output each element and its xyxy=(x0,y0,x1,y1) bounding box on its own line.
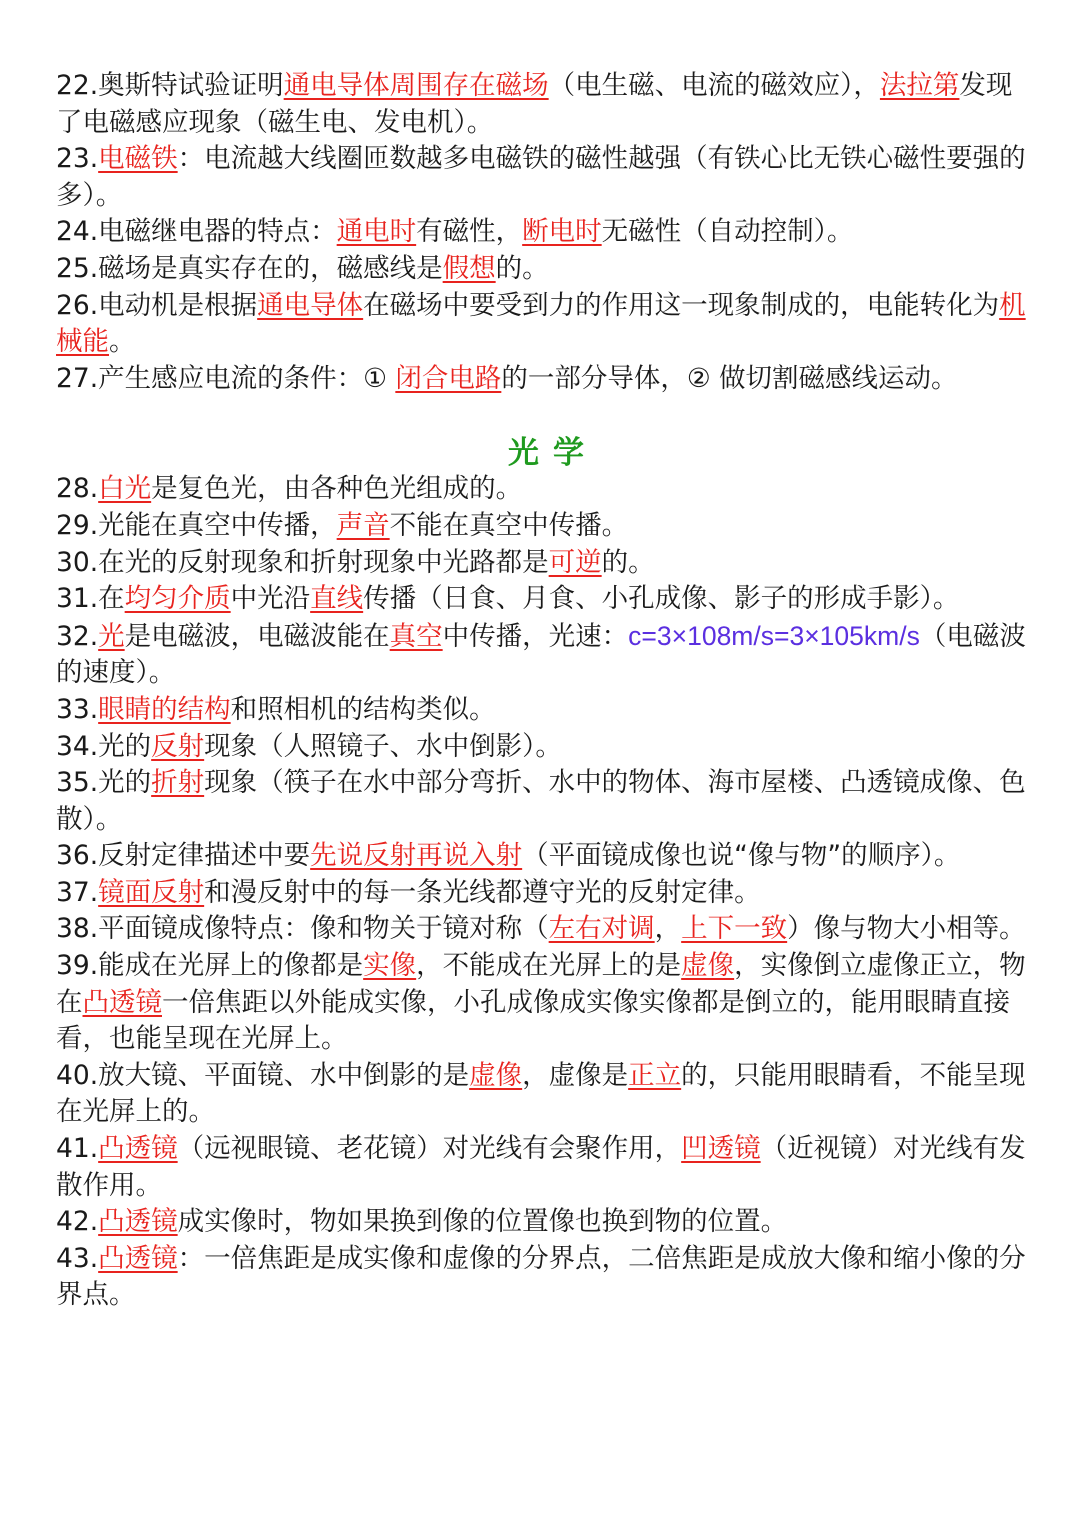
item-text: 41. xyxy=(56,1133,99,1165)
list-item xyxy=(56,1058,1036,1131)
list-item xyxy=(56,1241,1036,1314)
key-term: 假想 xyxy=(442,252,496,284)
key-term: 虚像 xyxy=(681,950,735,982)
list-item xyxy=(56,765,1036,838)
list-item xyxy=(56,1204,1036,1241)
key-term: 凸透镜 xyxy=(82,986,162,1018)
item-text: 传播（日食、月食、小孔成像、影子的形成手影）。 xyxy=(363,583,960,615)
item-text: 是复色光，由各种色光组成的。 xyxy=(151,473,523,505)
item-text: 的一部分导体，② 做切割磁感线运动。 xyxy=(501,362,958,394)
item-text: 现象（筷子在水中部分弯折、水中的物体、海市屋楼、凸透镜成像、色散）。 xyxy=(56,767,1026,835)
list-item xyxy=(56,214,1036,251)
key-term: 凹透镜 xyxy=(681,1133,761,1165)
item-text: （电磁波的速度）。 xyxy=(56,620,1026,689)
item-text: 中光沿 xyxy=(230,583,311,615)
item-text: 不能在真空中传播。 xyxy=(389,509,629,541)
list-item xyxy=(56,838,1036,875)
item-text: ，虚像是 xyxy=(522,1059,629,1091)
item-text: 31.在 xyxy=(56,583,125,615)
key-term: 断电时 xyxy=(522,216,602,248)
key-term: 凸透镜 xyxy=(98,1242,178,1274)
item-text: 的。 xyxy=(601,546,655,578)
key-term: 镜面反射 xyxy=(98,876,205,908)
key-term: 直线 xyxy=(310,583,364,615)
item-text: 是电磁波，电磁波能在 xyxy=(124,620,390,652)
key-term: 闭合电路 xyxy=(395,362,502,394)
list-item xyxy=(56,68,1036,141)
item-text: 和漫反射中的每一条光线都遵守光的反射定律。 xyxy=(204,876,761,908)
item-text: 32. xyxy=(56,620,99,652)
section-title-optics: 光学 xyxy=(508,435,598,472)
item-text: ：电流越大线圈匝数越多电磁铁的磁性越强（有铁心比无铁心磁性要强的多）。 xyxy=(56,143,1026,211)
item-text: （近视镜）对光线有发散作用。 xyxy=(56,1133,1026,1201)
key-term: 正立 xyxy=(628,1059,682,1091)
formula-text: c=3×108m/s=3×105km/s xyxy=(628,620,920,651)
optics-list xyxy=(56,471,1036,1314)
document-page xyxy=(56,68,1036,1314)
key-term: 虚像 xyxy=(469,1059,523,1091)
item-text: 43. xyxy=(56,1242,99,1274)
item-text: 和照相机的结构类似。 xyxy=(230,693,496,725)
item-text: （电生磁、电流的磁效应）， xyxy=(548,70,880,101)
item-text: ， xyxy=(654,913,682,945)
key-term: 白光 xyxy=(98,473,152,505)
key-term: 声音 xyxy=(336,509,390,541)
item-text: 发现了电磁感应现象（磁生电、发电机）。 xyxy=(56,70,1013,138)
list-item xyxy=(56,251,1036,288)
item-text: 39.能成在光屏上的像都是 xyxy=(56,950,364,982)
key-term: 眼睛的结构 xyxy=(98,693,231,725)
key-term: 实像 xyxy=(363,950,417,982)
list-item xyxy=(56,948,1036,1058)
list-item xyxy=(56,1131,1036,1204)
item-text: （平面镜成像也说“像与物”的顺序）。 xyxy=(522,840,961,872)
list-item xyxy=(56,581,1036,618)
key-term: 均匀介质 xyxy=(124,583,231,615)
key-term: 折射 xyxy=(151,767,205,799)
key-term: 反射 xyxy=(151,730,205,762)
key-term: 光 xyxy=(98,620,125,652)
key-term: 可逆 xyxy=(548,546,602,578)
item-text: 42. xyxy=(56,1206,99,1238)
item-text: 成实像时，物如果换到像的位置像也换到物的位置。 xyxy=(177,1206,788,1238)
item-text: 34.光的 xyxy=(56,730,152,762)
key-term: 通电时 xyxy=(336,216,417,248)
item-text: 40.放大镜、平面镜、水中倒影的是 xyxy=(56,1059,470,1091)
item-text: ，不能成在光屏上的是 xyxy=(416,950,682,982)
item-text: 23. xyxy=(56,143,99,175)
item-text: 33. xyxy=(56,693,99,725)
key-term: 通电导体周围存在磁场 xyxy=(283,70,549,101)
key-term: 真空 xyxy=(389,620,443,652)
item-text: ）像与物大小相等。 xyxy=(787,913,1026,945)
item-text: 24.电磁继电器的特点： xyxy=(56,216,337,248)
item-text: 。 xyxy=(109,326,136,358)
key-term: 凸透镜 xyxy=(98,1133,178,1165)
list-item xyxy=(56,508,1036,545)
item-text: 一倍焦距以外能成实像，小孔成像成实像实像都是倒立的，能用眼睛直接看，也能呈现在光屏上。 xyxy=(56,986,1010,1055)
item-text: ，实像倒立虚像正立，物在 xyxy=(56,950,1026,1018)
item-text: 中传播，光速： xyxy=(442,620,629,652)
item-text: 的。 xyxy=(495,252,549,284)
item-text: 在磁场中要受到力的作用这一现象制成的，电能转化为 xyxy=(363,289,1000,321)
key-term: 机械能 xyxy=(56,289,1026,358)
list-item xyxy=(56,692,1036,729)
list-item xyxy=(56,618,1036,692)
item-text: 38.平面镜成像特点：像和物关于镜对称（ xyxy=(56,913,549,945)
item-text: （远视眼镜、老花镜）对光线有会聚作用， xyxy=(177,1133,682,1165)
key-term: 上下一致 xyxy=(681,913,788,945)
list-item xyxy=(56,141,1036,214)
item-text: ：一倍焦距是成实像和虚像的分界点，二倍焦距是成放大像和缩小像的分界点。 xyxy=(56,1242,1026,1311)
list-item xyxy=(56,471,1036,508)
item-text: 28. xyxy=(56,473,99,505)
list-item xyxy=(56,288,1036,361)
key-term: 左右对调 xyxy=(548,913,655,945)
item-text: 35.光的 xyxy=(56,767,152,799)
key-term: 通电导体 xyxy=(257,289,364,321)
item-text: 26.电动机是根据 xyxy=(56,289,258,321)
list-item xyxy=(56,911,1036,948)
item-text: 22.奥斯特试验证明 xyxy=(56,70,284,101)
item-text: 30.在光的反射现象和折射现象中光路都是 xyxy=(56,546,549,578)
item-text: 29.光能在真空中传播， xyxy=(56,509,337,541)
item-text: 的，只能用眼睛看，不能呈现在光屏上的。 xyxy=(56,1059,1026,1128)
key-term: 先说反射再说入射 xyxy=(310,840,523,872)
key-term: 电磁铁 xyxy=(98,143,178,175)
list-item xyxy=(56,361,1036,398)
item-text: 37. xyxy=(56,876,99,908)
item-text: 25.磁场是真实存在的，磁感线是 xyxy=(56,252,443,284)
item-text: 有磁性， xyxy=(416,216,523,248)
key-term: 凸透镜 xyxy=(98,1206,178,1238)
electromagnetism-list xyxy=(56,68,1036,397)
key-term: 法拉第 xyxy=(879,70,960,101)
item-text: 27.产生感应电流的条件：① xyxy=(56,362,396,394)
item-text: 无磁性（自动控制）。 xyxy=(601,216,854,248)
list-item xyxy=(56,729,1036,766)
item-text: 现象（人照镜子、水中倒影）。 xyxy=(204,730,562,762)
list-item xyxy=(56,875,1036,912)
list-item xyxy=(56,545,1036,582)
item-text: 36.反射定律描述中要 xyxy=(56,840,311,872)
